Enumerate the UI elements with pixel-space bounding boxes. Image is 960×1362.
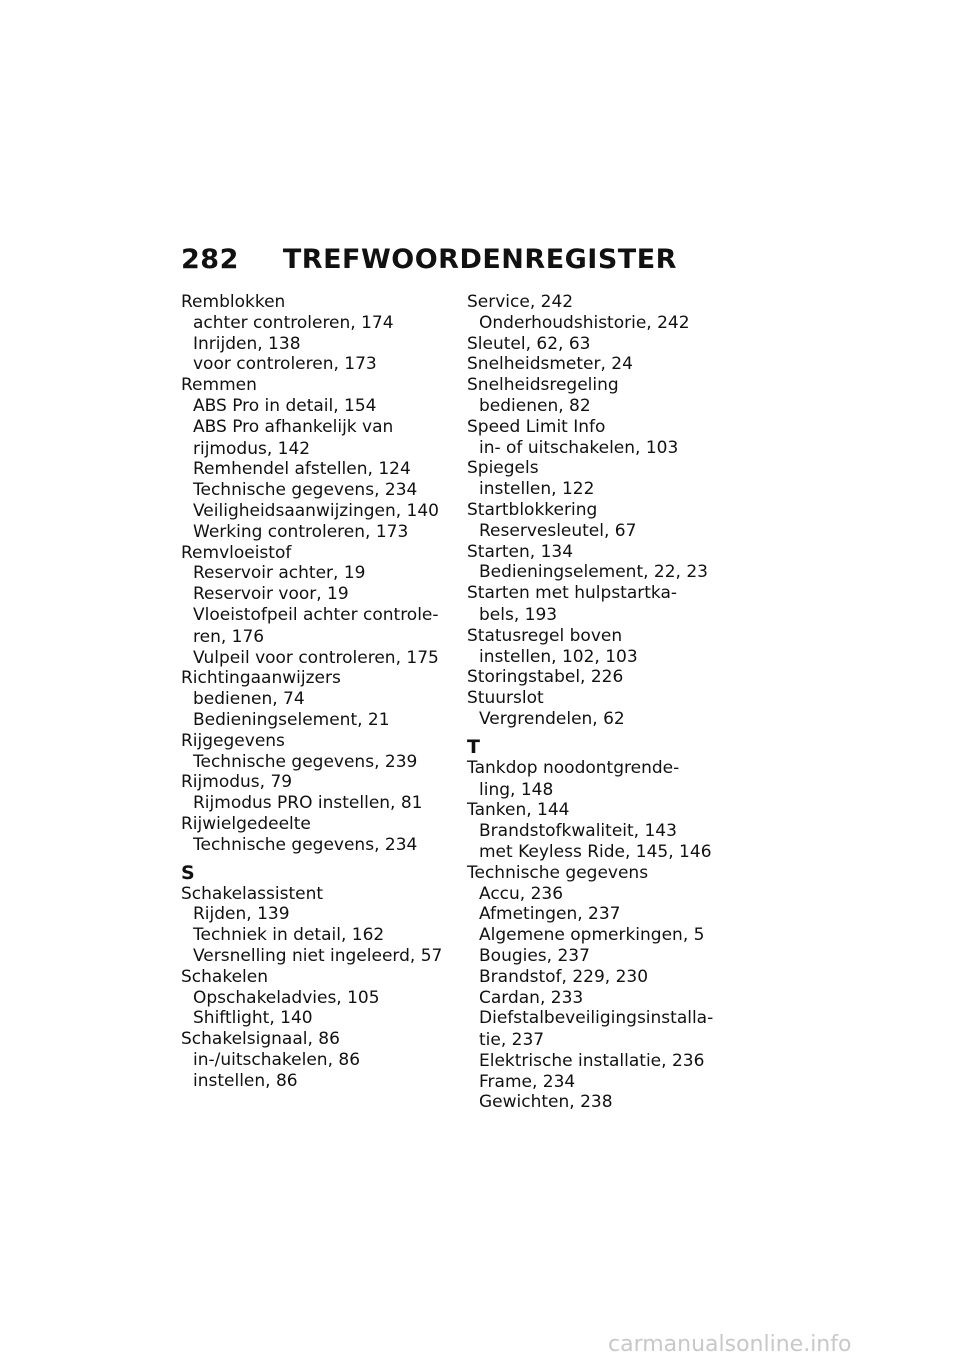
index-entry: Schakelen: [181, 966, 268, 987]
index-entry: Speed Limit Info: [467, 416, 606, 437]
index-subentry: Techniek in detail, 162: [193, 925, 385, 946]
index-subentry: Diefstalbeveiligingsinstalla-: [479, 1008, 714, 1029]
index-subentry: Versnelling niet ingeleerd, 57: [193, 945, 443, 966]
index-entry-continuation: bels, 193: [479, 604, 558, 625]
watermark: carmanualsonline.info: [608, 1332, 852, 1357]
index-entry: Sleutel, 62, 63: [467, 333, 591, 354]
index-subentry: Vulpeil voor controleren, 175: [193, 647, 439, 668]
index-entry: Service, 242: [467, 292, 574, 312]
index-subentry: Shiftlight, 140: [193, 1008, 313, 1029]
index-entry: Rijmodus, 79: [181, 772, 293, 793]
index-column-left: [181, 292, 453, 1091]
index-subentry: bedienen, 82: [479, 395, 591, 416]
index-entry: Rijgegevens: [181, 730, 285, 751]
index-subentry: Opschakeladvies, 105: [193, 987, 380, 1008]
index-entry: Snelheidsregeling: [467, 375, 619, 396]
index-entry: Statusregel boven: [467, 625, 623, 646]
index-subentry: Brandstof, 229, 230: [479, 966, 649, 987]
index-subentry: Remhendel afstellen, 124: [193, 459, 411, 480]
index-subentry: Inrijden, 138: [193, 333, 301, 354]
index-subentry: Werking controleren, 173: [193, 521, 409, 542]
index-subentry: in- of uitschakelen, 103: [479, 437, 679, 458]
index-subentry: Bougies, 237: [479, 945, 590, 966]
index-subentry: Cardan, 233: [479, 987, 584, 1008]
index-subentry: Technische gegevens, 239: [193, 751, 418, 772]
index-subentry: ABS Pro in detail, 154: [193, 395, 377, 416]
index-entry: Remblokken: [181, 292, 286, 312]
index-entry: Starten, 134: [467, 541, 574, 562]
index-subentry: Vloeistofpeil achter controle-: [193, 604, 439, 625]
index-entry: Stuurslot: [467, 688, 544, 709]
index-entry: Tanken, 144: [467, 800, 570, 821]
index-entry: Remmen: [181, 375, 257, 396]
index-entry: Rijwielgedeelte: [181, 813, 311, 834]
index-subentry: ABS Pro afhankelijk van: [193, 416, 394, 437]
index-entry: Startblokkering: [467, 499, 598, 520]
page-number: 282: [181, 244, 239, 275]
index-subentry: Bedieningselement, 22, 23: [479, 562, 708, 583]
index-column-right: [467, 292, 757, 1113]
index-subentry: Rijmodus PRO instellen, 81: [193, 793, 423, 814]
index-subentry: Gewichten, 238: [479, 1092, 613, 1113]
index-subentry: achter controleren, 174: [193, 312, 394, 333]
index-subentry: Reservoir achter, 19: [193, 563, 366, 584]
index-subentry: Algemene opmerkingen, 5: [479, 925, 705, 946]
index-subentry: Bedieningselement, 21: [193, 709, 390, 730]
index-subentry: Brandstofkwaliteit, 143: [479, 821, 677, 842]
index-subentry: Onderhoudshistorie, 242: [479, 312, 690, 333]
index-subentry: voor controleren, 173: [193, 354, 377, 375]
index-subentry: Elektrische installatie, 236: [479, 1050, 705, 1071]
index-subentry: Reservesleutel, 67: [479, 520, 637, 541]
index-subentry: Technische gegevens, 234: [193, 480, 418, 501]
index-entry: Storingstabel, 226: [467, 667, 624, 688]
index-entry: Remvloeistof: [181, 542, 292, 563]
index-entry: Tankdop noodontgrende-: [467, 757, 680, 778]
index-subentry: Veiligheidsaanwijzingen, 140: [193, 500, 439, 521]
index-entry: Richtingaanwijzers: [181, 668, 341, 689]
index-entry: Spiegels: [467, 458, 539, 479]
index-section-letter: T: [467, 735, 480, 758]
page-title: TREFWOORDENREGISTER: [282, 244, 677, 275]
index-entry: Starten met hulpstartka-: [467, 583, 678, 604]
index-entry: Snelheidsmeter, 24: [467, 354, 633, 375]
index-section-letter: S: [181, 861, 195, 884]
index-subentry: Rijden, 139: [193, 904, 290, 925]
index-subentry: Frame, 234: [479, 1071, 576, 1092]
index-entry-continuation: ling, 148: [479, 779, 554, 800]
index-subentry: instellen, 102, 103: [479, 646, 638, 667]
index-subentry: bedienen, 74: [193, 689, 305, 710]
index-subentry: met Keyless Ride, 145, 146: [479, 841, 712, 862]
index-subentry: Accu, 236: [479, 883, 564, 904]
index-subentry: Technische gegevens, 234: [193, 834, 418, 855]
page-header: [181, 244, 677, 275]
index-entry: Technische gegevens: [467, 862, 649, 883]
index-subentry: Reservoir voor, 19: [193, 584, 349, 605]
index-entry: Schakelsignaal, 86: [181, 1029, 340, 1050]
index-entry-continuation: ren, 176: [193, 626, 265, 647]
index-subentry: instellen, 86: [193, 1070, 298, 1091]
index-subentry: in-/uitschakelen, 86: [193, 1049, 361, 1070]
index-entry: Schakelassistent: [181, 883, 324, 904]
index-subentry: instellen, 122: [479, 479, 595, 500]
index-entry-continuation: tie, 237: [479, 1030, 545, 1051]
index-entry-continuation: rijmodus, 142: [193, 438, 311, 459]
index-subentry: Afmetingen, 237: [479, 904, 621, 925]
index-subentry: Vergrendelen, 62: [479, 708, 625, 729]
